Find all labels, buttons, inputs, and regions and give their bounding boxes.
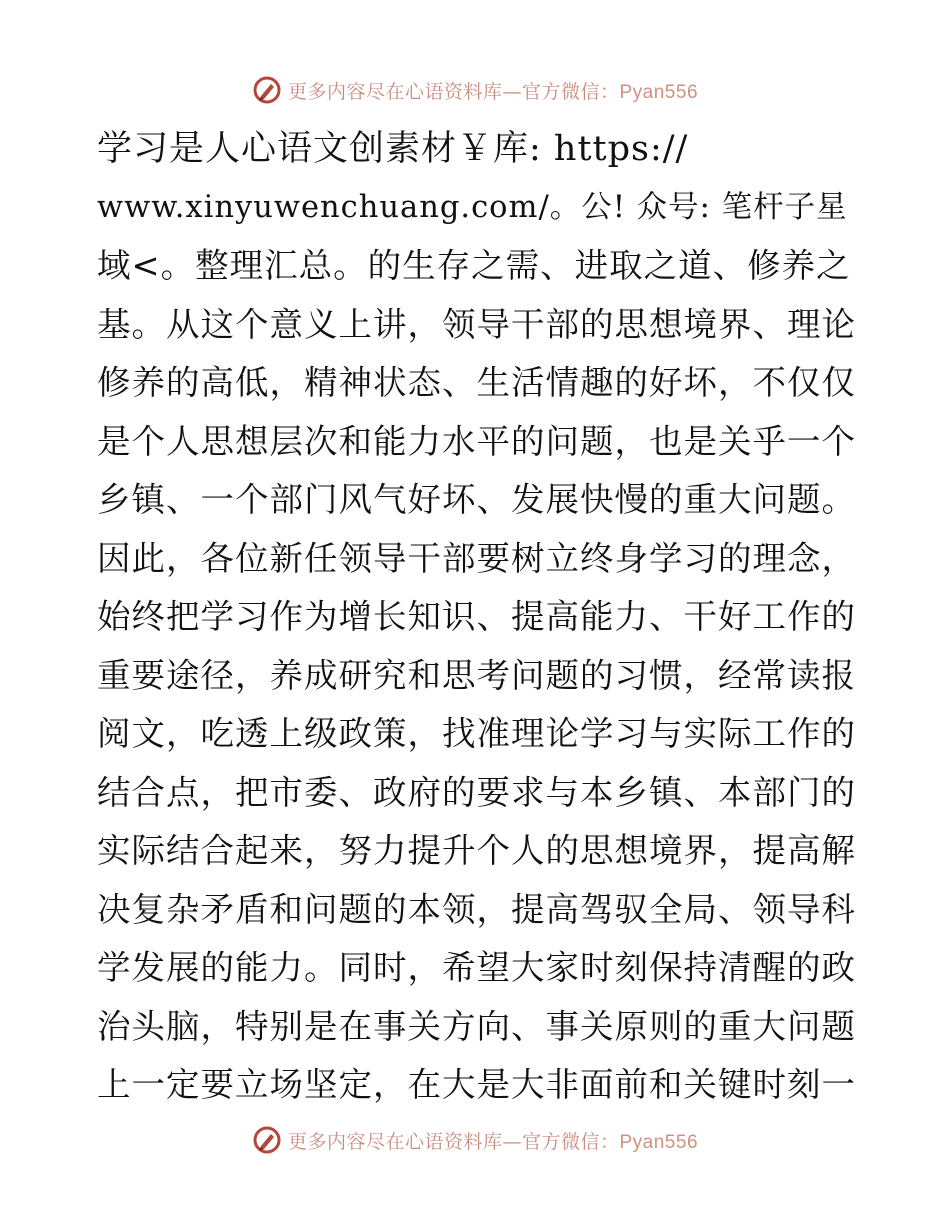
body-line: 乡镇、一个部门风气好坏、发展快慢的重大问题。 (97, 480, 856, 519)
body-line: 重要途径，养成研究和思考问题的习惯，经常读报 (97, 655, 856, 695)
banner-text (288, 1127, 698, 1154)
body-line: 治头脑，特别是在事关方向、事关原则的重大问题 (97, 1006, 856, 1046)
banner-label: 更多内容尽在心语资料库—官方微信： (287, 1130, 620, 1153)
body-line: 是个人思想层次和能力水平的问题，也是关乎一个 (97, 421, 856, 461)
pen-logo-icon (252, 75, 282, 105)
body-line: 阅文，吃透上级政策，找准理论学习与实际工作的 (97, 714, 856, 753)
footer-banner (0, 1120, 950, 1160)
body-line: 结合点，把市委、政府的要求与本乡镇、本部门的 (97, 772, 856, 812)
body-line: 学发展的能力。同时，希望大家时刻保持清醒的政 (97, 948, 856, 987)
document-body (97, 120, 857, 1115)
body-line: 始终把学习作为增长知识、提高能力、干好工作的 (97, 597, 856, 636)
body-line: 修养的高低，精神状态、生活情趣的好坏，不仅仅 (97, 363, 856, 402)
body-line: 学习是人心语文创素材￥库: https:// (97, 129, 689, 169)
body-line: 实际结合起来，努力提升个人的思想境界，提高解 (97, 831, 856, 870)
banner-label: 更多内容尽在心语资料库—官方微信： (287, 80, 620, 103)
header-banner (0, 70, 950, 110)
banner-text (288, 77, 698, 104)
body-line: 因此，各位新任领导干部要树立终身学习的理念， (97, 538, 856, 578)
body-line: 决复杂矛盾和问题的本领，提高驾驭全局、领导科 (97, 889, 856, 929)
pen-logo-icon (252, 1125, 282, 1155)
body-line: 基。从这个意义上讲，领导干部的思想境界、理论 (97, 304, 856, 344)
body-line: www.xinyuwenchuang.com/。公! 众号: 笔杆子星 (97, 189, 848, 225)
body-line: 上一定要立场坚定，在大是大非面前和关键时刻一 (97, 1065, 856, 1104)
banner-wechat-id: Pyan556 (619, 81, 699, 103)
body-line: 域<。整理汇总。的生存之需、进取之道、修养之 (97, 246, 851, 285)
banner-wechat-id: Pyan556 (619, 1131, 699, 1153)
